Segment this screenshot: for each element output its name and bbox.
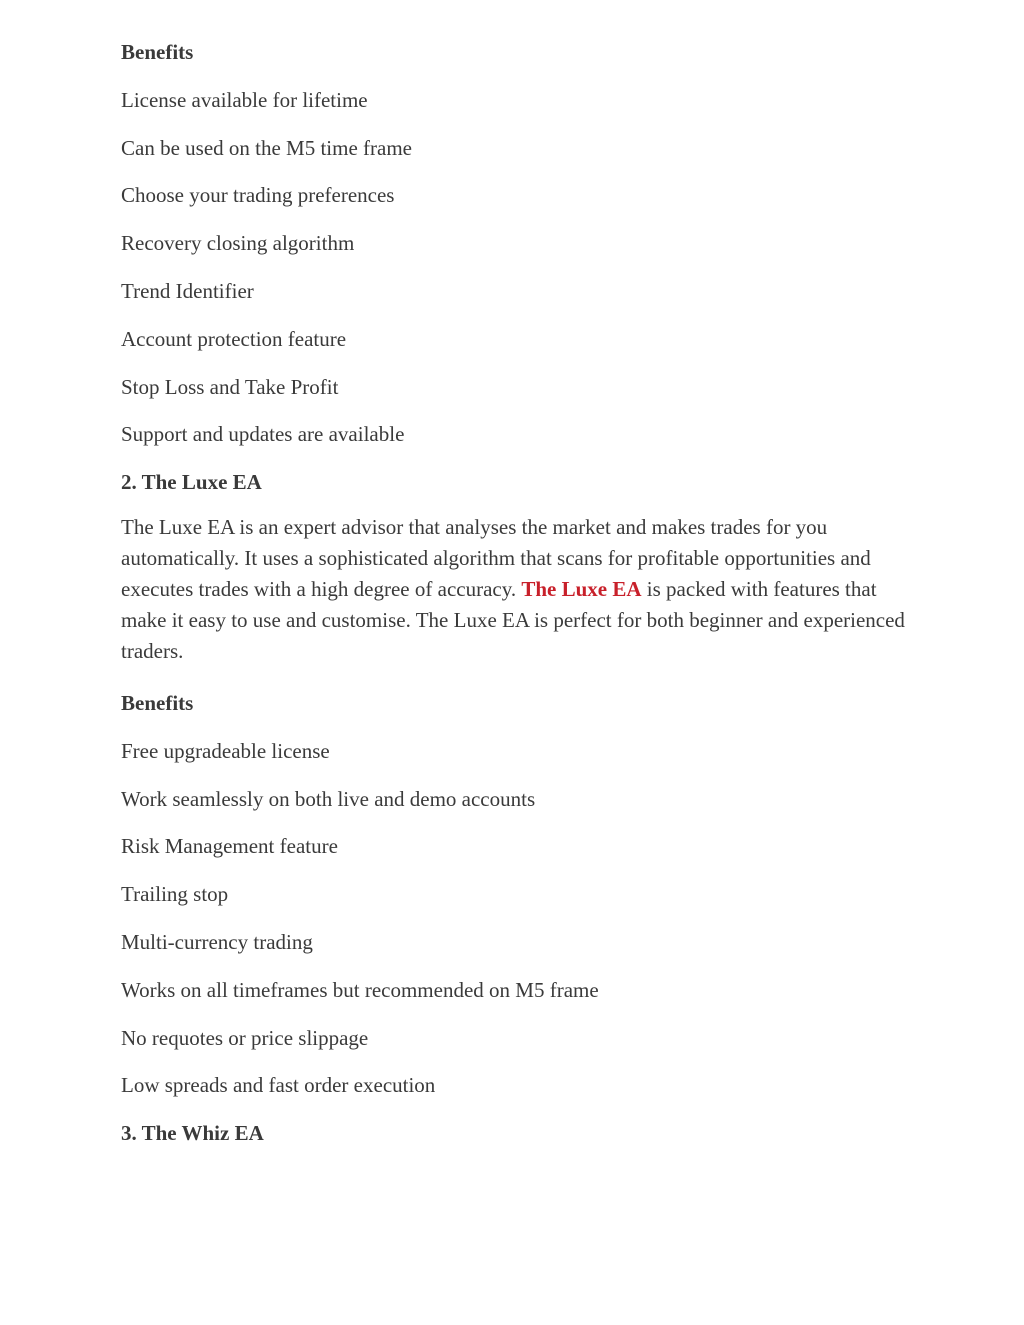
list-item: Can be used on the M5 time frame [121,135,413,160]
benefits-list-2 [121,733,911,1115]
luxe-ea-description [121,512,911,685]
document-page [121,34,911,1163]
list-item: Recovery closing algorithm [121,231,355,256]
section-title-whiz-ea: 3. The Whiz EA [121,1121,264,1146]
luxe-ea-link[interactable]: The Luxe EA [521,576,642,601]
list-item: Free upgradeable license [121,738,330,763]
list-item: Trailing stop [121,882,229,907]
list-item: Trend Identifier [121,278,254,303]
list-item: Works on all timeframes but recommended on M5 frame [121,977,599,1002]
benefits-heading: Benefits [121,690,194,715]
benefits-heading: Benefits [121,40,194,64]
list-item: Risk Management feature [121,834,338,859]
paragraph-text-end: is packed with features that make it easy to use and customise. The Luxe EA is perfect for both beginner and experienced traders. [121,576,905,663]
list-item: Account protection feature [121,326,347,351]
list-item: Low spreads and fast order execution [121,1073,436,1098]
list-item: Support and updates are available [121,422,405,447]
description-paragraph [121,512,911,667]
section-title-luxe-ea: 2. The Luxe EA [121,470,262,495]
list-item: Choose your trading preferences [121,183,395,208]
list-item: No requotes or price slippage [121,1025,369,1050]
list-item: Multi-currency trading [121,929,313,954]
list-item: Stop Loss and Take Profit [121,374,339,399]
paragraph-text-start: The Luxe EA is an expert advisor that analyses the market and makes trades for you automatically. It uses a sophisticated algorithm that scans for profitable opportunities and executes trades with a high degree of accuracy. [121,514,871,601]
benefits-list-1 [121,82,911,464]
list-item: License available for lifetime [121,87,368,112]
list-item: Work seamlessly on both live and demo accounts [121,786,536,811]
